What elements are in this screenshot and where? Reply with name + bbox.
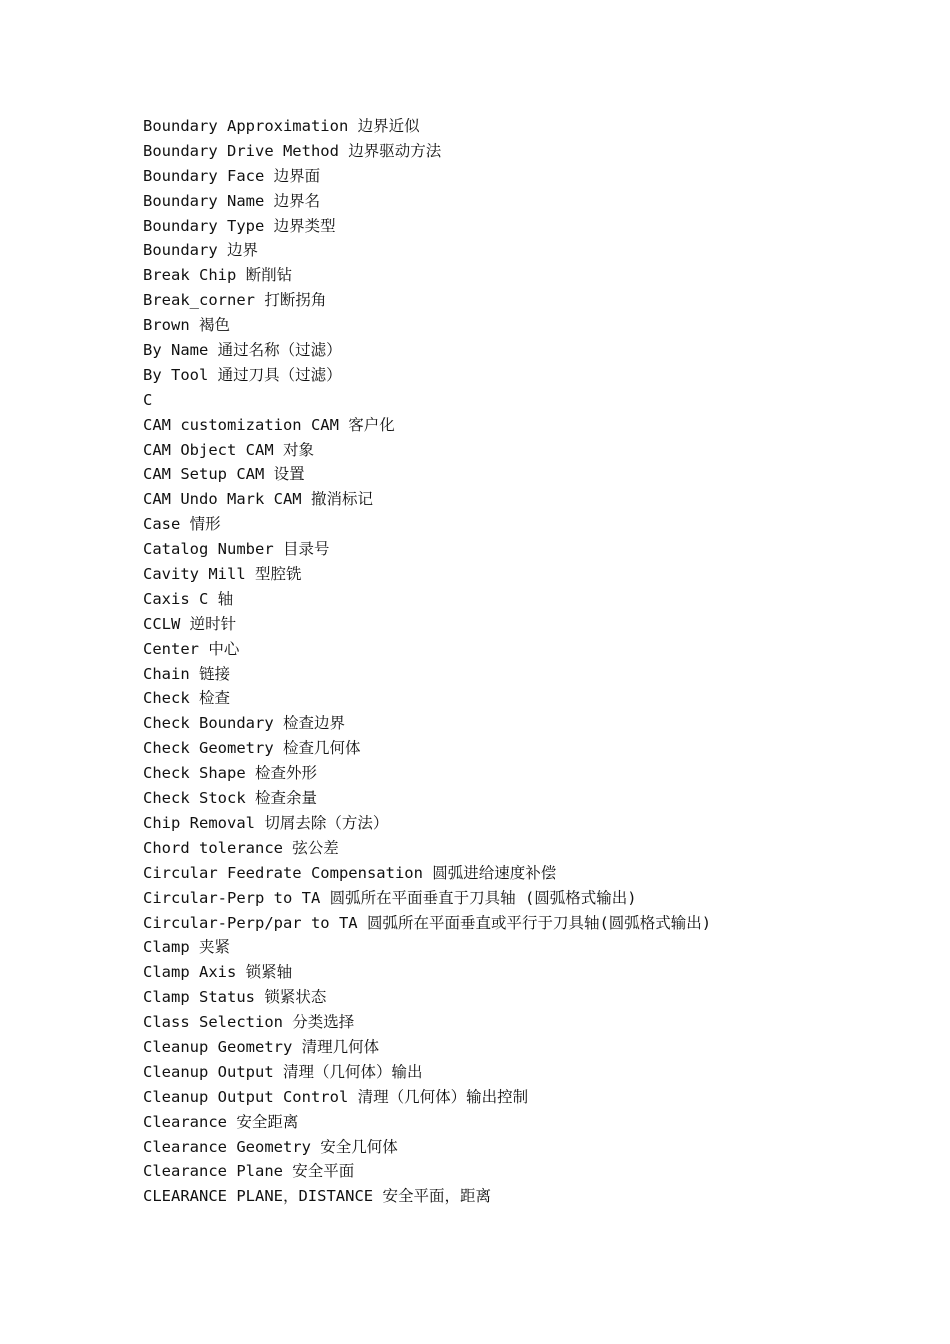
glossary-entry: Clearance 安全距离 — [143, 1112, 299, 1131]
glossary-entry: Cleanup Output 清理（几何体）输出 — [143, 1062, 423, 1081]
glossary-entry: CAM Setup CAM 设置 — [143, 465, 305, 484]
glossary-entry: Catalog Number 目录号 — [143, 540, 330, 559]
glossary-entry: Chip Removal 切屑去除（方法） — [143, 813, 389, 832]
glossary-entry: Cavity Mill 型腔铣 — [143, 565, 302, 584]
glossary-entry: Clamp 夹紧 — [143, 938, 230, 957]
glossary-entry: Break Chip 断削钻 — [143, 266, 293, 285]
glossary-entry: Check Stock 检查余量 — [143, 789, 317, 808]
glossary-entry: Clamp Status 锁紧状态 — [143, 988, 327, 1007]
glossary-entry: Boundary Type 边界类型 — [143, 216, 336, 235]
glossary-entry: Clamp Axis 锁紧轴 — [143, 963, 293, 982]
glossary-entry: Check 检查 — [143, 689, 230, 708]
glossary-entry: Cleanup Output Control 清理（几何体）输出控制 — [143, 1087, 529, 1106]
glossary-entry: Circular-Perp to TA 圆弧所在平面垂直于刀具轴 (圆弧格式输出) — [143, 888, 637, 907]
glossary-entry: Chain 链接 — [143, 664, 230, 683]
glossary-entry: Center 中心 — [143, 639, 240, 658]
glossary-entry: Check Boundary 检查边界 — [143, 714, 345, 733]
glossary-entry: Circular-Perp/par to TA 圆弧所在平面垂直或平行于刀具轴(圆弧格式输出) — [143, 913, 712, 932]
glossary-entry: Class Selection 分类选择 — [143, 1013, 355, 1032]
glossary-entry: CAM customization CAM 客户化 — [143, 415, 395, 434]
glossary-entry: By Tool 通过刀具（过滤） — [143, 365, 342, 384]
glossary-entry: C — [143, 390, 153, 409]
glossary-entry: Chord tolerance 弦公差 — [143, 838, 339, 857]
glossary-entry: Brown 褐色 — [143, 316, 230, 335]
glossary-list — [143, 114, 933, 1209]
glossary-entry: CCLW 逆时针 — [143, 614, 237, 633]
glossary-entry: Case 情形 — [143, 515, 221, 534]
glossary-entry: CAM Undo Mark CAM 撤消标记 — [143, 490, 373, 509]
glossary-entry: Boundary Name 边界名 — [143, 191, 321, 210]
glossary-entry: Circular Feedrate Compensation 圆弧进给速度补偿 — [143, 863, 557, 882]
glossary-entry: By Name 通过名称（过滤） — [143, 341, 342, 360]
glossary-entry: Check Shape 检查外形 — [143, 764, 317, 783]
glossary-entry: Check Geometry 检查几何体 — [143, 739, 361, 758]
glossary-entry: Break_corner 打断拐角 — [143, 291, 327, 310]
glossary-entry: Boundary Face 边界面 — [143, 166, 321, 185]
glossary-entry: Clearance Plane 安全平面 — [143, 1162, 355, 1181]
glossary-entry: Boundary 边界 — [143, 241, 258, 260]
glossary-entry: Cleanup Geometry 清理几何体 — [143, 1037, 380, 1056]
glossary-entry: Clearance Geometry 安全几何体 — [143, 1137, 398, 1156]
glossary-entry: Boundary Drive Method 边界驱动方法 — [143, 141, 442, 160]
glossary-entry: Caxis C 轴 — [143, 589, 234, 608]
glossary-entry: Boundary Approximation 边界近似 — [143, 117, 420, 135]
glossary-entry: CLEARANCE PLANE，DISTANCE 安全平面，距离 — [143, 1187, 491, 1206]
glossary-entry: CAM Object CAM 对象 — [143, 440, 314, 459]
